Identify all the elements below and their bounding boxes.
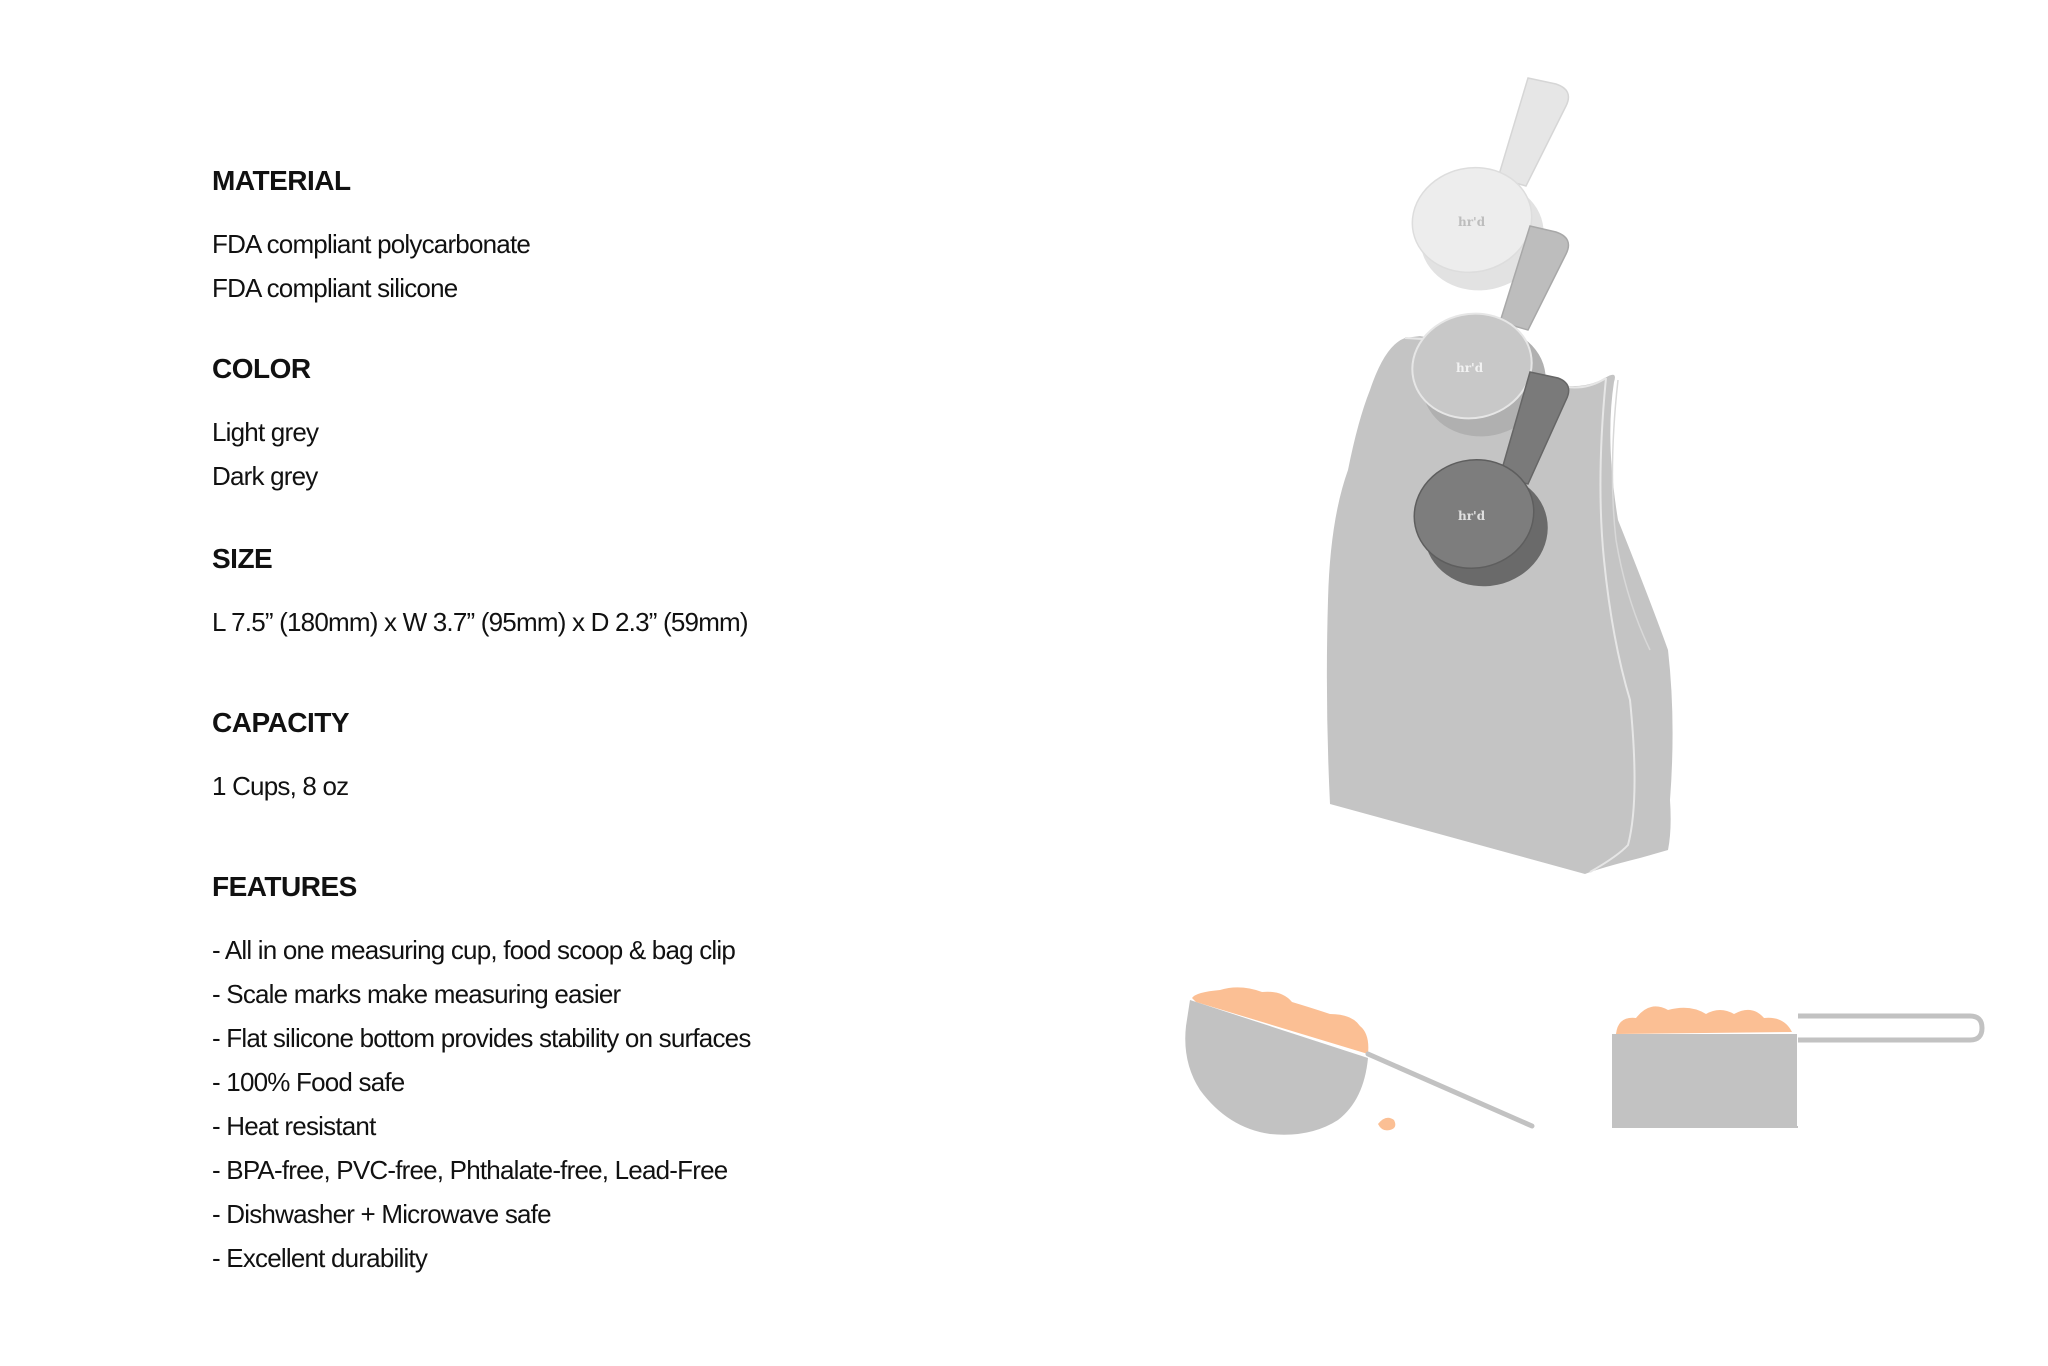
capacity-line: 1 Cups, 8 oz [212,771,349,801]
material-section [212,160,972,310]
feature-item: - BPA-free, PVC-free, Phthalate-free, Lead-Free [212,1155,728,1185]
color-line: Light grey [212,417,319,447]
material-heading: MATERIAL [212,165,351,196]
product-illustration [1150,60,2010,1140]
size-heading: SIZE [212,543,273,574]
feature-item: - Excellent durability [212,1243,428,1273]
feature-item: - All in one measuring cup, food scoop & bag clip [212,935,736,965]
color-heading: COLOR [212,353,311,384]
feature-item: - 100% Food safe [212,1067,405,1097]
material-line: FDA compliant polycarbonate [212,229,531,259]
size-line: L 7.5” (180mm) x W 3.7” (95mm) x D 2.3” (59mm) [212,607,748,637]
cup-dark-logo: hr'd [1458,509,1486,523]
feature-item: - Scale marks make measuring easier [212,979,621,1009]
cup-light-logo: hr'd [1458,215,1486,229]
scoop-tilted [1185,987,1532,1134]
capacity-section [212,702,972,808]
features-heading: FEATURES [212,871,357,902]
feature-item: - Heat resistant [212,1111,376,1141]
size-section [212,538,972,644]
features-section [212,866,972,1280]
color-section [212,348,972,498]
capacity-heading: CAPACITY [212,707,350,738]
feature-item: - Dishwasher + Microwave safe [212,1199,551,1229]
scoop-upright [1612,1006,1982,1126]
spec-list [212,160,972,1280]
color-line: Dark grey [212,461,318,491]
cup-mid-logo: hr'd [1456,361,1484,375]
feature-item: - Flat silicone bottom provides stability on surfaces [212,1023,751,1053]
material-line: FDA compliant silicone [212,273,458,303]
